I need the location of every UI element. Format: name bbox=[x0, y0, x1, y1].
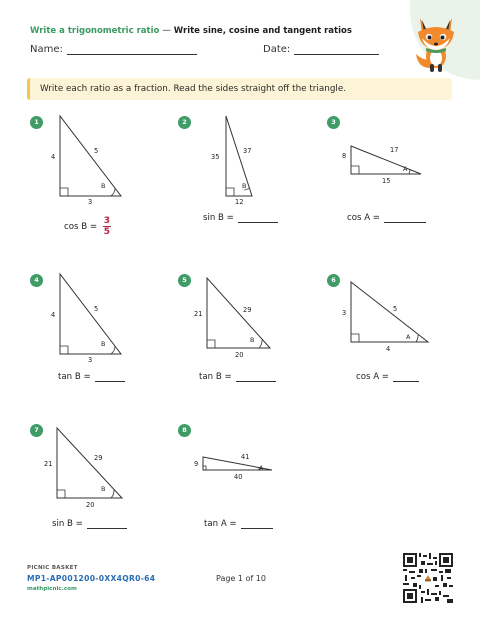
problem-number-2: 2 bbox=[178, 116, 191, 129]
problem-number-8: 8 bbox=[178, 424, 191, 437]
answer-numerator-1: 3 bbox=[103, 216, 111, 226]
answer-5 bbox=[199, 372, 276, 382]
page-number: Page 1 of 10 bbox=[216, 574, 266, 583]
side-vertical-6: 3 bbox=[342, 309, 347, 317]
name-field bbox=[30, 44, 197, 55]
angle-label-5: B bbox=[250, 336, 255, 344]
problem-number-1: 1 bbox=[30, 116, 43, 129]
name-line bbox=[67, 44, 197, 55]
problem-number-5: 5 bbox=[178, 274, 191, 287]
side-vertical-4: 4 bbox=[51, 311, 56, 319]
answer-denominator-1: 5 bbox=[103, 227, 111, 237]
side-base-3: 15 bbox=[382, 177, 391, 185]
answer-blank-3[interactable] bbox=[384, 214, 426, 223]
prompt-6: cos A = bbox=[356, 372, 390, 382]
date-line bbox=[294, 44, 379, 55]
answer-blank-4[interactable] bbox=[95, 373, 125, 382]
answer-fraction-1 bbox=[103, 216, 111, 237]
side-base-5: 20 bbox=[235, 351, 244, 359]
problem-number-7: 7 bbox=[30, 424, 43, 437]
side-hypotenuse-2: 37 bbox=[243, 147, 252, 155]
angle-label-2: B bbox=[242, 182, 247, 190]
side-vertical-7: 21 bbox=[44, 460, 53, 468]
side-base-2: 12 bbox=[235, 198, 244, 206]
angle-label-3: A bbox=[403, 165, 408, 173]
subtitle: Write sine, cosine and tangent ratios bbox=[173, 26, 352, 36]
side-hypotenuse-1: 5 bbox=[94, 147, 99, 155]
side-hypotenuse-3: 17 bbox=[390, 146, 399, 154]
side-base-7: 20 bbox=[86, 501, 95, 509]
angle-label-7: B bbox=[101, 485, 106, 493]
answer-4 bbox=[58, 372, 125, 382]
side-hypotenuse-7: 29 bbox=[94, 454, 103, 462]
date-label: Date: bbox=[263, 44, 291, 55]
answer-6 bbox=[356, 372, 419, 382]
angle-label-6: A bbox=[406, 333, 411, 341]
answer-2 bbox=[203, 213, 278, 223]
problem-number-3: 3 bbox=[327, 116, 340, 129]
answer-blank-6[interactable] bbox=[393, 373, 419, 382]
prompt-5: tan B = bbox=[199, 372, 232, 382]
prompt-7: sin B = bbox=[52, 519, 83, 529]
answer-1 bbox=[64, 216, 111, 237]
side-base-6: 4 bbox=[386, 345, 391, 353]
side-base-4: 3 bbox=[88, 356, 93, 364]
side-vertical-5: 21 bbox=[194, 310, 203, 318]
answer-8 bbox=[204, 519, 273, 529]
side-hypotenuse-6: 5 bbox=[393, 305, 398, 313]
worksheet-title bbox=[30, 26, 352, 36]
prompt-2: sin B = bbox=[203, 213, 234, 223]
worksheet-code: MP1-AP001200-0XX4QR0-64 bbox=[27, 574, 156, 583]
title-separator: — bbox=[162, 26, 171, 36]
side-vertical-1: 4 bbox=[51, 153, 56, 161]
side-base-8: 40 bbox=[234, 473, 243, 481]
problem-number-6: 6 bbox=[327, 274, 340, 287]
topic-title: Write a trigonometric ratio bbox=[30, 26, 160, 36]
prompt-3: cos A = bbox=[347, 213, 381, 223]
angle-label-4: B bbox=[101, 340, 106, 348]
answer-blank-8[interactable] bbox=[241, 520, 273, 529]
prompt-4: tan B = bbox=[58, 372, 91, 382]
angle-label-1: B bbox=[101, 182, 106, 190]
side-hypotenuse-5: 29 bbox=[243, 306, 252, 314]
answer-blank-7[interactable] bbox=[87, 520, 127, 529]
angle-label-8: A bbox=[259, 464, 264, 472]
side-vertical-8: 9 bbox=[194, 460, 199, 468]
side-vertical-2: 35 bbox=[211, 153, 220, 161]
footer-site-link[interactable]: mathpicnic.com bbox=[27, 586, 77, 592]
problem-number-4: 4 bbox=[30, 274, 43, 287]
side-hypotenuse-8: 41 bbox=[241, 453, 250, 461]
side-base-1: 3 bbox=[88, 198, 93, 206]
answer-blank-2[interactable] bbox=[238, 214, 278, 223]
answer-3 bbox=[347, 213, 426, 223]
instructions-banner: Write each ratio as a fraction. Read the sides straight off the triangle. bbox=[27, 78, 452, 100]
side-vertical-3: 8 bbox=[342, 152, 347, 160]
footer-brand: PICNIC BASKET bbox=[27, 565, 78, 571]
side-hypotenuse-4: 5 bbox=[94, 305, 99, 313]
date-field bbox=[263, 44, 379, 55]
answer-7 bbox=[52, 519, 127, 529]
qr-code-icon bbox=[403, 553, 453, 603]
name-label: Name: bbox=[30, 44, 63, 55]
prompt-8: tan A = bbox=[204, 519, 237, 529]
fox-mascot-icon bbox=[412, 10, 460, 74]
prompt-1: cos B = bbox=[64, 222, 98, 232]
answer-blank-5[interactable] bbox=[236, 373, 276, 382]
